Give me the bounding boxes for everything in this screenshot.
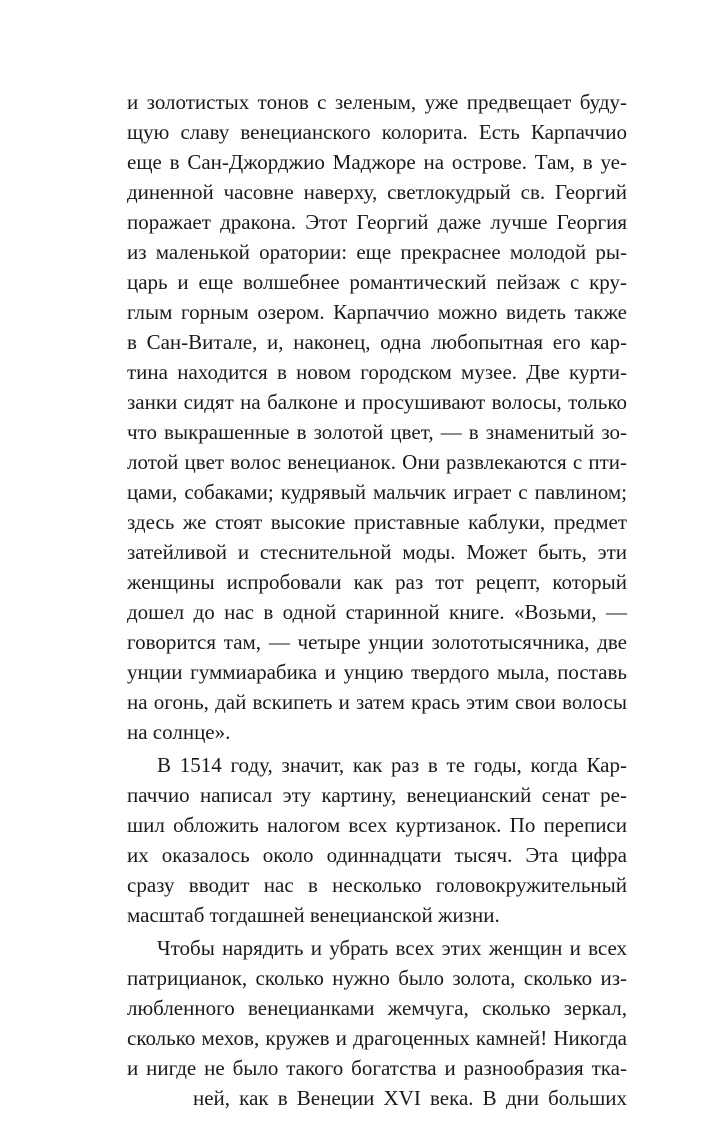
text-line: говорится там, — четыре унции золототысячника, две [127,630,627,654]
text-line: щую славу венецианского колорита. Есть Карпаччио [127,120,627,144]
text-line: лотой цвет волос венецианок. Они развлекаются с пти- [127,450,627,474]
text-line: унции гуммиарабика и унцию твердого мыла, поставь [127,660,627,684]
text-line: Чтобы нарядить и убрать всех этих женщин и всех [157,936,627,960]
text-line: что выкрашенные в золотой цвет, — в знаменитый зо- [127,420,627,444]
text-line: любленного венецианками жемчуга, сколько зеркал, [127,996,627,1020]
text-line: и золотистых тонов с зеленым, уже предвещает буду- [127,90,627,114]
text-line: глым горным озером. Карпаччио можно видеть также [127,300,627,324]
text-line: сколько мехов, кружев и драгоценных камней! Никогда [127,1026,627,1050]
text-line: масштаб тогдашней венецианской жизни. [127,903,500,927]
text-line: из маленькой оратории: еще прекраснее молодой ры- [127,240,627,264]
text-line: тина находится в новом городском музее. Две курти- [127,360,627,384]
text-line: диненной часовне наверху, светлокудрый св. Георгий [127,180,627,204]
text-line: на солнце». [127,720,231,744]
text-line: дошел до нас в одной старинной книге. «Возьми, — [127,600,627,624]
text-line: шил обложить налогом всех куртизанок. По переписи [127,813,627,837]
text-line: на огонь, дай вскипеть и затем крась этим свои волосы [127,690,627,714]
text-line: здесь же стоят высокие приставные каблуки, предмет [127,510,627,534]
text-line: В 1514 году, значит, как раз в те годы, когда Кар- [157,753,627,777]
text-line: их оказалось около одиннадцати тысяч. Эта цифра [127,843,627,867]
text-line: сразу вводит нас в несколько головокружительный [127,873,627,897]
text-line: патрицианок, сколько нужно было золота, сколько из- [127,966,627,990]
text-line: и нигде не было такого богатства и разнообразия тка- [127,1056,627,1080]
text-line: ней, как в Венеции XVI века. В дни больших [193,1086,627,1110]
text-line: еще в Сан-Джорджио Маджоре на острове. Там, в уе- [127,150,627,174]
text-line: цами, собаками; кудрявый мальчик играет с павлином; [127,480,627,504]
text-line: женщины испробовали как раз тот рецепт, который [127,570,627,594]
text-line: затейливой и стеснительной моды. Может быть, эти [127,540,627,564]
text-line: поражает дракона. Этот Георгий даже лучше Георгия [127,210,627,234]
text-line: паччио написал эту картину, венецианский сенат ре- [127,783,627,807]
text-line: царь и еще волшебнее романтический пейзаж с кру- [127,270,627,294]
text-line: в Сан-Витале, и, наконец, одна любопытная его кар- [127,330,627,354]
text-line: занки сидят на балконе и просушивают волосы, только [127,390,627,414]
